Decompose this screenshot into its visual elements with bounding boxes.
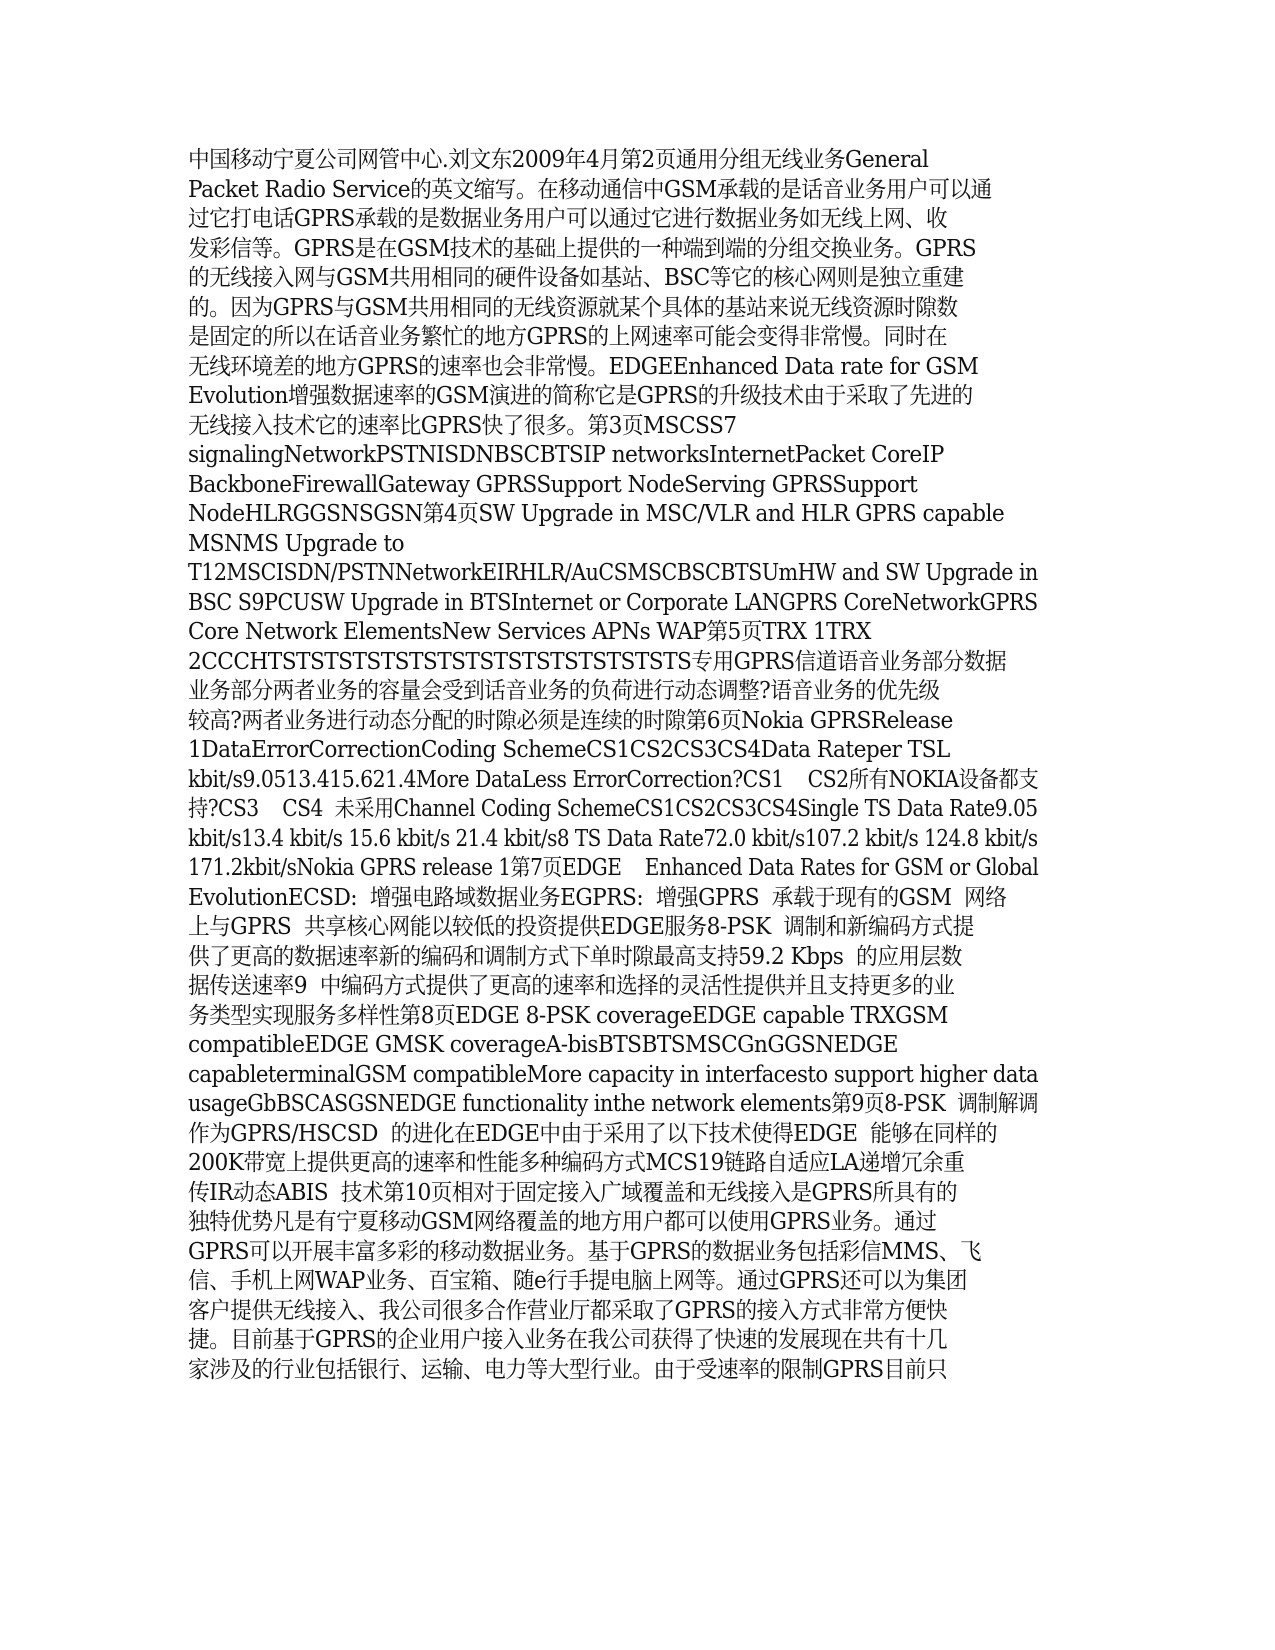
text-line: T12MSCISDN/PSTNNetworkEIRHLR/AuCSMSCBSCBTSUmHW and SW Upgrade in bbox=[188, 560, 1038, 586]
text-line: 1DataErrorCorrectionCoding SchemeCS1CS2CS3CS4Data Rateper TSL bbox=[188, 737, 950, 763]
text-line: 供了更高的数据速率新的编码和调制方式下单时隙最高支持59.2 Kbps 的应用层数 bbox=[188, 943, 962, 970]
text-line: BackboneFirewallGateway GPRSSupport NodeServing GPRSSupport bbox=[188, 471, 918, 498]
text-line: 上与GPRS 共享核心网能以较低的投资提供EDGE服务8-PSK 调制和新编码方式提 bbox=[188, 914, 974, 940]
text-line: 作为GPRS/HSCSD 的进化在EDGE中由于采用了以下技术使得EDGE 能够在同样的 bbox=[188, 1120, 998, 1147]
text-line: 捷。目前基于GPRS的企业用户接入业务在我公司获得了快速的发展现在共有十几 bbox=[188, 1327, 948, 1353]
text-line: 发彩信等。GPRS是在GSM技术的基础上提供的一种端到端的分组交换业务。GPRS bbox=[188, 235, 977, 262]
text-line: 较高?两者业务进行动态分配的时隙必须是连续的时隙第6页Nokia GPRSRelease bbox=[188, 707, 953, 734]
text-line: Packet Radio Service的英文缩写。在移动通信中GSM承载的是话音业务用户可以通 bbox=[188, 176, 992, 203]
text-line: 无线接入技术它的速率比GPRS快了很多。第3页MSCSS7 bbox=[188, 412, 737, 439]
text-line: 过它打电话GPRS承载的是数据业务用户可以通过它进行数据业务如无线上网、收 bbox=[188, 206, 948, 232]
text-line: 客户提供无线接入、我公司很多合作营业厅都采取了GPRS的接入方式非常方便快 bbox=[188, 1297, 948, 1324]
text-line: compatibleEDGE GMSK coverageA-bisBTSBTSMSCGnGGSNEDGE bbox=[188, 1032, 898, 1058]
text-line: 业务部分两者业务的容量会受到话音业务的负荷进行动态调整?语音业务的优先级 bbox=[188, 678, 940, 704]
text-line: 171.2kbit/sNokia GPRS release 1第7页EDGE Enhanced Data Rates for GSM or Global bbox=[188, 855, 1039, 881]
text-line: 持?CS3 CS4 未采用Channel Coding SchemeCS1CS2CS3CS4Single TS Data Rate9.05 bbox=[188, 796, 1038, 822]
text-line: BSC S9PCUSW Upgrade in BTSInternet or Corporate LANGPRS CoreNetworkGPRS bbox=[188, 589, 1038, 616]
body-text bbox=[188, 146, 1088, 1385]
text-line: 独特优势凡是有宁夏移动GSM网络覆盖的地方用户都可以使用GPRS业务。通过 bbox=[188, 1209, 937, 1235]
text-line: 家涉及的行业包括银行、运输、电力等大型行业。由于受速率的限制GPRS目前只 bbox=[188, 1356, 948, 1383]
text-line: GPRS可以开展丰富多彩的移动数据业务。基于GPRS的数据业务包括彩信MMS、飞 bbox=[188, 1238, 982, 1265]
text-line: 的。因为GPRS与GSM共用相同的无线资源就某个具体的基站来说无线资源时隙数 bbox=[188, 294, 958, 321]
text-line: Evolution增强数据速率的GSM演进的简称它是GPRS的升级技术由于采取了先进的 bbox=[188, 383, 973, 409]
text-line: signalingNetworkPSTNISDNBSCBTSIP networksInternetPacket CoreIP bbox=[188, 442, 944, 468]
text-line: capableterminalGSM compatibleMore capacity in interfacesto support higher data bbox=[188, 1061, 1039, 1088]
text-line: NodeHLRGGSNSGSN第4页SW Upgrade in MSC/VLR and HLR GPRS capable bbox=[188, 501, 1005, 527]
text-line: 是固定的所以在话音业务繁忙的地方GPRS的上网速率可能会变得非常慢。同时在 bbox=[188, 324, 948, 350]
text-line: 2CCCHTSTSTSTSTSTSTSTSTSTSTSTSTSTSTS专用GPRS信道语音业务部分数据 bbox=[188, 648, 1007, 675]
text-line: 务类型实现服务多样性第8页EDGE 8-PSK coverageEDGE capable TRXGSM bbox=[188, 1002, 948, 1029]
text-line: 中国移动宁夏公司网管中心.刘文东2009年4月第2页通用分组无线业务General bbox=[188, 147, 929, 173]
text-line: kbit/s9.0513.415.621.4More DataLess ErrorCorrection?CS1 CS2所有NOKIA设备都支 bbox=[188, 766, 1039, 793]
text-line: 传IR动态ABIS 技术第10页相对于固定接入广域覆盖和无线接入是GPRS所具有的 bbox=[188, 1179, 958, 1206]
text-line: 的无线接入网与GSM共用相同的硬件设备如基站、BSC等它的核心网则是独立重建 bbox=[188, 265, 964, 291]
text-line: 据传送速率9 中编码方式提供了更高的速率和选择的灵活性提供并且支持更多的业 bbox=[188, 973, 955, 999]
text-line: EvolutionECSD: 增强电路域数据业务EGPRS: 增强GPRS 承载于现有的GSM 网络 bbox=[188, 884, 1007, 911]
text-line: kbit/s13.4 kbit/s 15.6 kbit/s 21.4 kbit/s8 TS Data Rate72.0 kbit/s107.2 kbit/s 124.8 kbit/s bbox=[188, 825, 1038, 852]
text-line: MSNMS Upgrade to bbox=[188, 530, 405, 557]
text-line: 信、手机上网WAP业务、百宝箱、随e行手提电脑上网等。通过GPRS还可以为集团 bbox=[188, 1268, 967, 1294]
text-line: 200K带宽上提供更高的速率和性能多种编码方式MCS19链路自适应LA递增冗余重 bbox=[188, 1150, 965, 1176]
text-line: 无线环境差的地方GPRS的速率也会非常慢。EDGEEnhanced Data rate for GSM bbox=[188, 353, 979, 380]
text-line: Core Network ElementsNew Services APNs WAP第5页TRX 1TRX bbox=[188, 619, 871, 645]
text-line: usageGbBSCASGSNEDGE functionality inthe network elements第9页8-PSK 调制解调 bbox=[188, 1091, 1039, 1117]
